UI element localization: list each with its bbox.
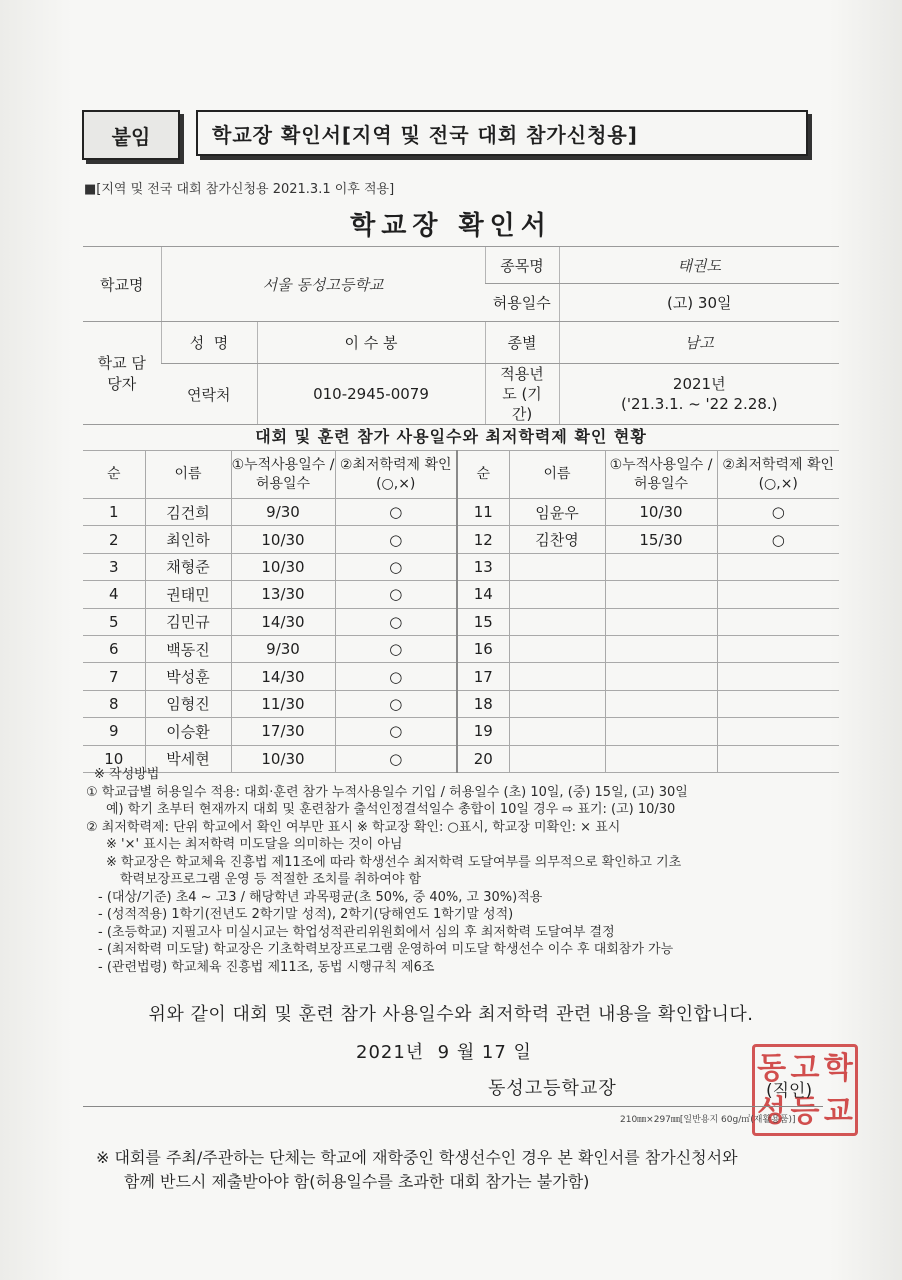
school-label: 학교명 [83,247,161,322]
table-row [83,663,839,690]
row-days: 15/30 [605,526,717,553]
row-days: 13/30 [231,581,335,608]
row-name [509,718,605,745]
row-no: 17 [457,663,509,690]
footer-line: ※ 대회를 주최/주관하는 단체는 학교에 재학중인 학생선수인 경우 본 확인서를 참가신청서와 [96,1148,738,1167]
row-name [509,635,605,662]
issue-date: 2021년 9 월 17 일 [356,1042,532,1063]
row-check [717,635,839,662]
note-line: - (관련법령) 학교체육 진흥법 제11조, 동법 시행규칙 제6조 [98,959,435,975]
note-line: - (성적적용) 1학기(전년도 2학기말 성적), 2학기(당해연도 1학기말 성적) [98,907,514,922]
row-name [509,663,605,690]
row-days [605,635,717,662]
row-check: ○ [335,581,457,608]
row-check: ○ [717,499,839,526]
row-name: 백동진 [145,635,231,662]
year-value-cell [559,364,839,425]
row-no: 4 [83,581,145,608]
year-label: 적용년도 (기간) [485,364,559,425]
table-row [83,608,839,635]
row-days: 17/30 [231,718,335,745]
table-row [83,635,839,662]
row-no: 7 [83,663,145,690]
row-name: 권태민 [145,581,231,608]
row-check [717,718,839,745]
row-days [605,553,717,580]
row-check: ○ [335,608,457,635]
header-no: 순 [83,451,145,499]
name-label: 성 명 [161,322,257,364]
row-name [509,690,605,717]
row-check: ○ [335,553,457,580]
row-check: ○ [717,526,839,553]
document-title: 학교장 확인서 [350,211,552,241]
row-name: 박세현 [145,745,231,772]
divider [83,1106,823,1107]
manager-label: 학교 담당자 [83,322,161,425]
row-days: 10/30 [605,499,717,526]
row-days: 10/30 [231,553,335,580]
gender-value: 남고 [559,322,839,364]
row-no: 15 [457,608,509,635]
seal-char: 고 [790,1050,820,1086]
seal-char: 성 [757,1093,787,1129]
header-academic: ②최저학력제 확인(○,×) [717,451,839,499]
paper-size-note: 210㎜×297㎜[일반용지 60g/㎡(재활용품)] [620,1115,796,1125]
table-header-row [83,451,839,499]
row-days: 9/30 [231,635,335,662]
row-name: 이승환 [145,718,231,745]
row-days: 10/30 [231,745,335,772]
allowed-days-value: (고) 30일 [559,284,839,322]
row-name [509,581,605,608]
row-no: 1 [83,499,145,526]
row-name: 임윤우 [509,499,605,526]
row-check [717,581,839,608]
year-value: 2021년 [672,375,726,393]
row-name [509,553,605,580]
note-line: ② 최저학력제: 단위 학교에서 확인 여부만 표시 ※ 학교장 확인: ○표시, 학교장 미확인: × 표시 [86,819,621,835]
row-no: 13 [457,553,509,580]
row-days: 10/30 [231,526,335,553]
info-table [83,246,839,425]
row-no: 20 [457,745,509,772]
row-no: 14 [457,581,509,608]
row-check [717,663,839,690]
row-days [605,581,717,608]
section-title: 대회 및 훈련 참가 사용일수와 최저학력제 확인 현황 [255,427,647,446]
row-no: 12 [457,526,509,553]
note-line: - (초등학교) 지필고사 미실시교는 학업성적관리위원회에서 심의 후 최저학력 도달여부 결정 [98,924,615,940]
notes-heading: ※ 작성방법 [94,767,160,782]
row-no: 16 [457,635,509,662]
sport-label: 종목명 [485,247,559,284]
header-title: 학교장 확인서[지역 및 전국 대회 참가신청용] [196,110,808,156]
seal-char: 교 [823,1093,853,1129]
note-line: - (대상/기준) 초4 ~ 고3 / 해당학년 과목평균(초 50%, 중 40%, 고 30%)적용 [98,889,543,905]
row-name: 최인하 [145,526,231,553]
row-days: 11/30 [231,690,335,717]
row-check: ○ [335,663,457,690]
applicability-notice: ■[지역 및 전국 대회 참가신청용 2021.3.1 이후 적용] [84,182,395,197]
row-no: 19 [457,718,509,745]
row-check [717,608,839,635]
period-value: ('21.3.1. ~ '22 2.28.) [620,395,778,413]
note-line: 학력보장프로그램 운영 등 적절한 조치를 취하여야 함 [120,872,422,887]
row-no: 3 [83,553,145,580]
table-row [83,718,839,745]
row-days [605,663,717,690]
attachment-tag: 붙임 [82,110,180,160]
row-days: 9/30 [231,499,335,526]
header-name: 이름 [509,451,605,499]
note-line: ① 학교급별 허용일수 적용: 대회·훈련 참가 누적사용일수 기입 / 허용일수 (초) 10일, (중) 15일, (고) 30일 [86,784,688,800]
header-academic: ②최저학력제 확인(○,×) [335,451,457,499]
seal-label: (직인) [766,1081,813,1101]
row-no: 2 [83,526,145,553]
writing-instructions [86,766,846,976]
row-days: 14/30 [231,663,335,690]
row-name: 박성훈 [145,663,231,690]
row-check: ○ [335,526,457,553]
row-no: 8 [83,690,145,717]
table-row [83,499,839,526]
footer-line: 함께 반드시 제출받아야 함(허용일수를 초과한 대회 참가는 불가함) [124,1172,590,1191]
row-name: 김민규 [145,608,231,635]
header-days: ①누적사용일수 /허용일수 [605,451,717,499]
confirmation-statement: 위와 같이 대회 및 훈련 참가 사용일수와 최저학력 관련 내용을 확인합니다. [148,1004,754,1025]
row-no: 6 [83,635,145,662]
row-name: 임형진 [145,690,231,717]
note-line: ※ 학교장은 학교체육 진흥법 제11조에 따라 학생선수 최저학력 도달여부를 의무적으로 확인하고 기초 [106,854,682,870]
participation-table [83,450,839,773]
row-check [717,690,839,717]
row-check [717,553,839,580]
principal-name: 동성고등학교장 [488,1078,617,1099]
row-check: ○ [335,745,457,772]
school-value: 서울 동성고등학교 [161,247,485,322]
row-name [509,608,605,635]
row-name: 김찬영 [509,526,605,553]
name-value: 이 수 봉 [257,322,485,364]
row-check: ○ [335,690,457,717]
row-no: 18 [457,690,509,717]
row-check: ○ [335,635,457,662]
row-no: 11 [457,499,509,526]
sport-value: 태권도 [559,247,839,284]
contact-label: 연락처 [161,364,257,425]
row-check: ○ [335,499,457,526]
table-row [83,690,839,717]
note-line: - (최저학력 미도달) 학교장은 기초학력보장프로그램 운영하여 미도달 학생선수 이수 후 대회참가 가능 [98,942,674,957]
table-row [83,553,839,580]
row-days [605,718,717,745]
row-check: ○ [335,718,457,745]
header-days: ①누적사용일수 /허용일수 [231,451,335,499]
header-no: 순 [457,451,509,499]
row-no: 10 [83,745,145,772]
seal-char: 학 [823,1050,853,1086]
table-row [83,526,839,553]
seal-char: 등 [790,1093,820,1129]
row-no: 9 [83,718,145,745]
note-line: ※ '×' 표시는 최저학력 미도달을 의미하는 것이 아님 [106,837,403,852]
allowed-days-label: 허용일수 [485,284,559,322]
gender-label: 종별 [485,322,559,364]
footer-note [96,1146,836,1194]
table-row [83,581,839,608]
note-line: 예) 학기 초부터 현재까지 대회 및 훈련참가 출석인정결석일수 총합이 10일 경우 ⇨ 표기: (고) 10/30 [106,802,676,817]
row-name: 채형준 [145,553,231,580]
row-days [605,608,717,635]
seal-char: 동 [757,1050,787,1086]
row-days: 14/30 [231,608,335,635]
row-name: 김건희 [145,499,231,526]
contact-value: 010-2945-0079 [257,364,485,425]
row-days [605,690,717,717]
header-name: 이름 [145,451,231,499]
row-no: 5 [83,608,145,635]
